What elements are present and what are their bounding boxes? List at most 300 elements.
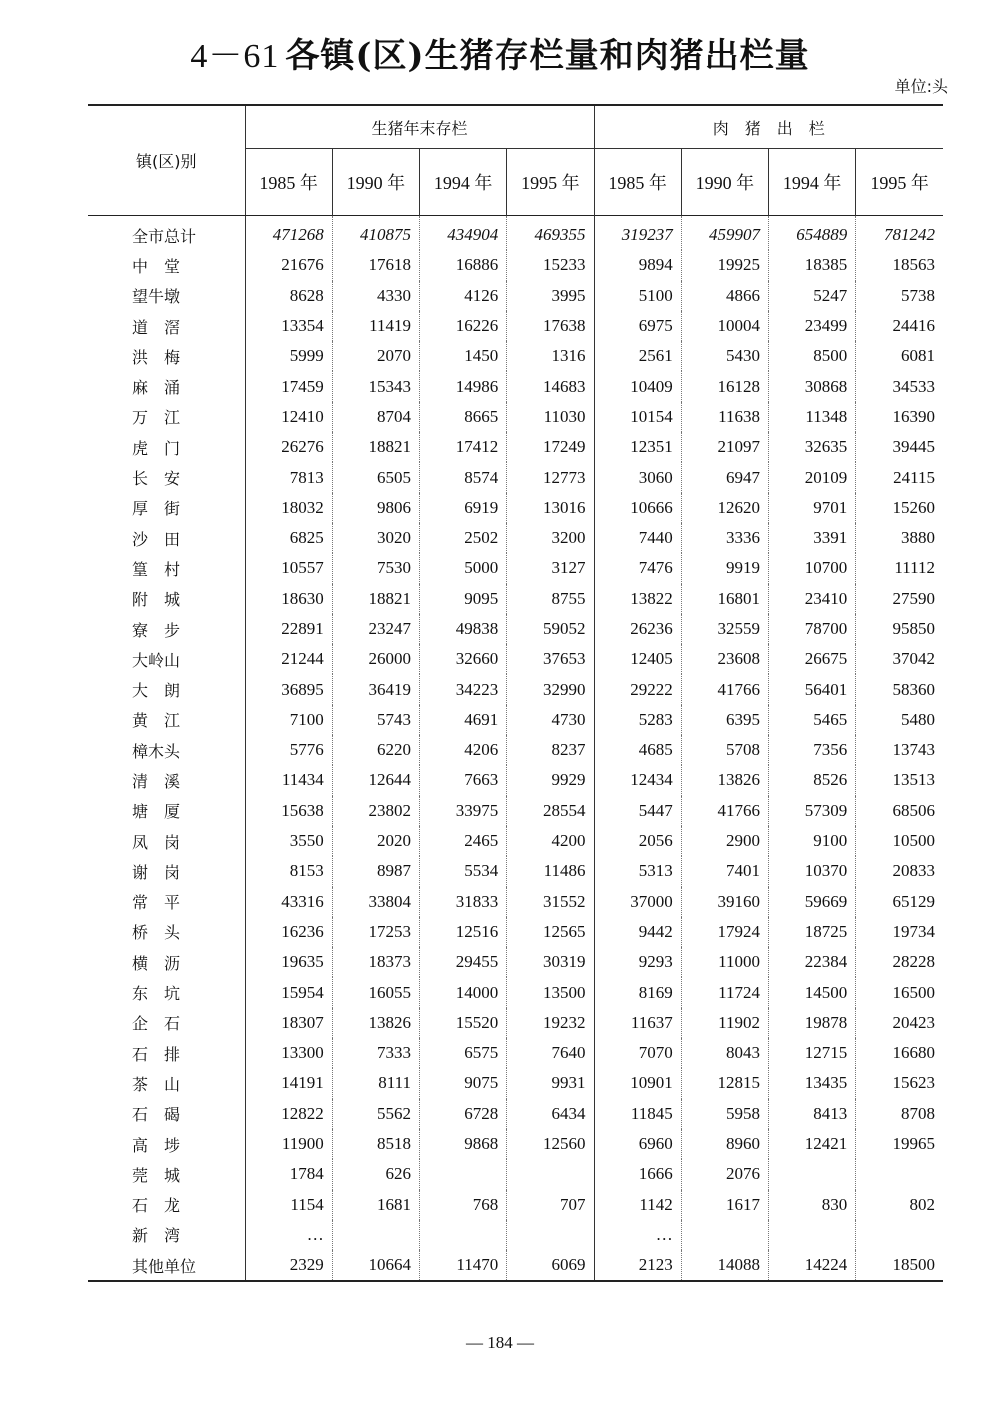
value-cell: 781242 <box>884 225 936 245</box>
value-cell: 12815 <box>681 1068 768 1098</box>
table-row <box>88 584 943 614</box>
table-number: 4－61 <box>190 38 280 75</box>
value-cell <box>681 1220 768 1250</box>
value-cell <box>507 1159 594 1189</box>
value-cell: 19232 <box>507 1008 594 1038</box>
town-name-cell: 石 排 <box>88 1038 245 1068</box>
value-cell: 26236 <box>594 614 681 644</box>
value-cell <box>769 1159 856 1189</box>
year-header: 1990 年 <box>681 149 768 216</box>
value-cell: 24115 <box>893 467 936 487</box>
value-cell: 33975 <box>420 796 507 826</box>
year-header: 1994 年 <box>420 149 507 216</box>
value-cell: 471268 <box>245 216 332 251</box>
value-cell: 1154 <box>245 1190 332 1220</box>
value-cell: 7813 <box>245 462 332 492</box>
value-cell: 24416 <box>892 316 936 336</box>
value-cell: 12560 <box>507 1129 594 1159</box>
value-cell: 1450 <box>420 341 507 371</box>
value-cell: 6069 <box>507 1250 594 1281</box>
value-cell: 6728 <box>420 1099 507 1129</box>
value-cell: 10409 <box>594 371 681 401</box>
value-cell: 13354 <box>245 311 332 341</box>
value-cell: 18630 <box>245 584 332 614</box>
value-cell: 13435 <box>769 1068 856 1098</box>
table-row <box>88 371 943 401</box>
value-cell: 23410 <box>769 584 856 614</box>
value-cell: 5480 <box>901 709 936 729</box>
value-cell: 12565 <box>507 917 594 947</box>
value-cell: 9919 <box>681 553 768 583</box>
unit-label: 单位:头 <box>894 77 948 96</box>
value-cell: 39445 <box>892 437 936 457</box>
value-cell <box>332 1220 419 1250</box>
town-name-cell: 麻 涌 <box>88 371 245 401</box>
value-cell: 5958 <box>681 1099 768 1129</box>
value-cell: 2020 <box>332 826 419 856</box>
town-name-cell: 附 城 <box>88 584 245 614</box>
page-title <box>0 28 1000 77</box>
value-cell: 20833 <box>892 861 936 881</box>
value-cell: 14088 <box>681 1250 768 1281</box>
value-cell: 7476 <box>594 553 681 583</box>
town-name-cell: 樟木头 <box>88 735 245 765</box>
table-row <box>88 1008 943 1038</box>
table-row <box>88 311 943 341</box>
value-cell: 41766 <box>681 796 768 826</box>
value-cell: 9442 <box>594 917 681 947</box>
value-cell: 14683 <box>507 371 594 401</box>
value-cell: 11000 <box>681 947 768 977</box>
value-cell: 4200 <box>507 826 594 856</box>
table-row <box>88 1099 943 1129</box>
year-header: 1995 年 <box>507 149 594 216</box>
town-column-header: 镇(区)别 <box>88 105 245 216</box>
value-cell: 10700 <box>769 553 856 583</box>
value-cell: 10004 <box>681 311 768 341</box>
value-cell: 319237 <box>594 216 681 251</box>
value-cell: 10154 <box>594 402 681 432</box>
value-cell: 3060 <box>594 462 681 492</box>
value-cell: 1666 <box>594 1159 681 1189</box>
value-cell: 2502 <box>420 523 507 553</box>
value-cell: 11434 <box>245 765 332 795</box>
value-cell: 10666 <box>594 493 681 523</box>
value-cell: 7070 <box>594 1038 681 1068</box>
value-cell: 4330 <box>332 281 419 311</box>
value-cell: 8960 <box>681 1129 768 1159</box>
value-cell: 18725 <box>769 917 856 947</box>
value-cell: 13822 <box>594 584 681 614</box>
value-cell: 37042 <box>892 649 936 669</box>
table-row <box>88 1129 943 1159</box>
value-cell: 11112 <box>894 558 936 578</box>
value-cell: 8526 <box>769 765 856 795</box>
value-cell: 68506 <box>892 800 936 820</box>
value-cell: 10370 <box>769 856 856 886</box>
value-cell: 13826 <box>332 1008 419 1038</box>
value-cell: 9894 <box>594 250 681 280</box>
town-name-cell: 大 朗 <box>88 674 245 704</box>
value-cell: 830 <box>769 1190 856 1220</box>
value-cell: 3200 <box>507 523 594 553</box>
value-cell: 30319 <box>507 947 594 977</box>
value-cell: 14224 <box>769 1250 856 1281</box>
value-cell: 15623 <box>892 1073 936 1093</box>
value-cell <box>856 1159 943 1189</box>
value-cell: 1681 <box>332 1190 419 1220</box>
value-cell: 19635 <box>245 947 332 977</box>
table-row <box>88 250 943 280</box>
value-cell: 18385 <box>769 250 856 280</box>
value-cell: 5738 <box>901 285 936 305</box>
value-cell: 12822 <box>245 1099 332 1129</box>
table-row <box>88 856 943 886</box>
value-cell: 7530 <box>332 553 419 583</box>
value-cell: 18032 <box>245 493 332 523</box>
value-cell: 7100 <box>245 705 332 735</box>
value-cell: 2076 <box>681 1159 768 1189</box>
value-cell: 4206 <box>420 735 507 765</box>
table-row <box>88 614 943 644</box>
value-cell: 14986 <box>420 371 507 401</box>
value-cell: 768 <box>420 1190 507 1220</box>
table-row <box>88 402 943 432</box>
table-row <box>88 735 943 765</box>
table-row <box>88 674 943 704</box>
value-cell: 1142 <box>594 1190 681 1220</box>
value-cell: 3020 <box>332 523 419 553</box>
value-cell: 26675 <box>769 644 856 674</box>
value-cell: 28554 <box>507 796 594 826</box>
value-cell: 10500 <box>892 831 936 851</box>
value-cell: 6919 <box>420 493 507 523</box>
value-cell: 5534 <box>420 856 507 886</box>
value-cell: 22384 <box>769 947 856 977</box>
value-cell: 5283 <box>594 705 681 735</box>
value-cell: 8574 <box>420 462 507 492</box>
group-header-slaughter: 肉 猪 出 栏 <box>594 105 943 149</box>
page-number: — 184 — <box>466 1333 534 1352</box>
value-cell: 12715 <box>769 1038 856 1068</box>
value-cell: 12644 <box>332 765 419 795</box>
value-cell <box>507 1220 594 1250</box>
value-cell: 6947 <box>681 462 768 492</box>
value-cell: 3880 <box>901 528 936 548</box>
value-cell: 31552 <box>507 887 594 917</box>
table-row <box>88 462 943 492</box>
value-cell: 18821 <box>332 432 419 462</box>
value-cell: 15638 <box>245 796 332 826</box>
value-cell: 12773 <box>507 462 594 492</box>
value-cell: 29222 <box>594 674 681 704</box>
value-cell: 8413 <box>769 1099 856 1129</box>
value-cell: 18307 <box>245 1008 332 1038</box>
value-cell: 7356 <box>769 735 856 765</box>
value-cell: 11030 <box>507 402 594 432</box>
value-cell: 3336 <box>681 523 768 553</box>
value-cell: 6575 <box>420 1038 507 1068</box>
town-name-cell: 望牛墩 <box>88 281 245 311</box>
table-row <box>88 1159 943 1189</box>
year-header: 1985 年 <box>594 149 681 216</box>
value-cell: 19965 <box>892 1134 936 1154</box>
value-cell: 16680 <box>892 1043 936 1063</box>
value-cell: 4691 <box>420 705 507 735</box>
value-cell: 9293 <box>594 947 681 977</box>
value-cell: 6220 <box>332 735 419 765</box>
value-cell: 16801 <box>681 584 768 614</box>
town-name-cell: 其他单位 <box>88 1250 245 1281</box>
town-name-cell: 石 碣 <box>88 1099 245 1129</box>
value-cell <box>420 1220 507 1250</box>
value-cell: 21676 <box>245 250 332 280</box>
town-name-cell: 谢 岗 <box>88 856 245 886</box>
value-cell: 14191 <box>245 1068 332 1098</box>
value-cell: 14500 <box>769 977 856 1007</box>
town-name-cell: 厚 街 <box>88 493 245 523</box>
value-cell: 7401 <box>681 856 768 886</box>
value-cell: 58360 <box>892 679 936 699</box>
value-cell: 5999 <box>245 341 332 371</box>
value-cell: 32559 <box>681 614 768 644</box>
value-cell: 27590 <box>892 588 936 608</box>
value-cell: 410875 <box>332 216 419 251</box>
table-row <box>88 493 943 523</box>
town-name-cell: 道 滘 <box>88 311 245 341</box>
value-cell: 18500 <box>892 1255 936 1275</box>
value-cell: 3391 <box>769 523 856 553</box>
value-cell: 13016 <box>507 493 594 523</box>
value-cell: 17459 <box>245 371 332 401</box>
value-cell: 15343 <box>332 371 419 401</box>
value-cell: 7333 <box>332 1038 419 1068</box>
value-cell: 57309 <box>769 796 856 826</box>
value-cell <box>420 1159 507 1189</box>
table-row <box>88 705 943 735</box>
value-cell: 13300 <box>245 1038 332 1068</box>
value-cell: 18821 <box>332 584 419 614</box>
value-cell: 49838 <box>420 614 507 644</box>
town-name-cell: 茶 山 <box>88 1068 245 1098</box>
value-cell: 5100 <box>594 281 681 311</box>
value-cell: 8518 <box>332 1129 419 1159</box>
value-cell: 65129 <box>892 891 936 911</box>
value-cell: 5562 <box>332 1099 419 1129</box>
table-body <box>88 216 943 1282</box>
town-name-cell: 莞 城 <box>88 1159 245 1189</box>
value-cell: … <box>245 1220 332 1250</box>
town-name-cell: 石 龙 <box>88 1190 245 1220</box>
town-name-cell: 大岭山 <box>88 644 245 674</box>
value-cell: 5430 <box>681 341 768 371</box>
value-cell: 5776 <box>245 735 332 765</box>
value-cell: 8755 <box>507 584 594 614</box>
value-cell: 13743 <box>892 740 936 760</box>
table-row <box>88 977 943 1007</box>
value-cell: 802 <box>909 1194 936 1214</box>
value-cell: 17412 <box>420 432 507 462</box>
value-cell: 36419 <box>332 674 419 704</box>
value-cell: 5743 <box>332 705 419 735</box>
value-cell: 5465 <box>769 705 856 735</box>
table-row <box>88 341 943 371</box>
value-cell: 17253 <box>332 917 419 947</box>
value-cell: 2561 <box>594 341 681 371</box>
table-row <box>88 887 943 917</box>
value-cell: 11724 <box>681 977 768 1007</box>
value-cell: 16886 <box>420 250 507 280</box>
value-cell: 10664 <box>332 1250 419 1281</box>
value-cell: 59052 <box>507 614 594 644</box>
value-cell: 18373 <box>332 947 419 977</box>
value-cell: 14000 <box>420 977 507 1007</box>
value-cell: 7440 <box>594 523 681 553</box>
value-cell: 15233 <box>507 250 594 280</box>
value-cell: 17618 <box>332 250 419 280</box>
value-cell: 2123 <box>594 1250 681 1281</box>
value-cell: 5000 <box>420 553 507 583</box>
value-cell: 15260 <box>892 497 936 517</box>
value-cell: 9931 <box>507 1068 594 1098</box>
town-name-cell: 横 沥 <box>88 947 245 977</box>
year-header: 1994 年 <box>769 149 856 216</box>
value-cell: 4730 <box>507 705 594 735</box>
value-cell: 16390 <box>892 406 936 426</box>
value-cell: 8987 <box>332 856 419 886</box>
town-name-cell: 虎 门 <box>88 432 245 462</box>
table-row <box>88 553 943 583</box>
town-name-cell: 凤 岗 <box>88 826 245 856</box>
value-cell: 16500 <box>892 982 936 1002</box>
value-cell: 34223 <box>420 674 507 704</box>
value-cell: 95850 <box>892 619 936 638</box>
table-header <box>88 105 943 216</box>
town-name-cell: 新 湾 <box>88 1220 245 1250</box>
year-header: 1990 年 <box>332 149 419 216</box>
value-cell: 16236 <box>245 917 332 947</box>
value-cell: 5708 <box>681 735 768 765</box>
value-cell: 8665 <box>420 402 507 432</box>
town-name-cell: 篁 村 <box>88 553 245 583</box>
value-cell: 9075 <box>420 1068 507 1098</box>
value-cell: 13500 <box>507 977 594 1007</box>
value-cell: 23608 <box>681 644 768 674</box>
value-cell: 43316 <box>245 887 332 917</box>
value-cell: 56401 <box>769 674 856 704</box>
value-cell: 12434 <box>594 765 681 795</box>
value-cell: 11637 <box>594 1008 681 1038</box>
town-name-cell: 东 坑 <box>88 977 245 1007</box>
town-name-cell: 清 溪 <box>88 765 245 795</box>
table-row <box>88 1190 943 1220</box>
value-cell: 12421 <box>769 1129 856 1159</box>
value-cell: 1784 <box>245 1159 332 1189</box>
value-cell: 6975 <box>594 311 681 341</box>
value-cell: 19734 <box>892 921 936 941</box>
value-cell: 7640 <box>507 1038 594 1068</box>
value-cell: 32990 <box>507 674 594 704</box>
town-name-cell: 桥 头 <box>88 917 245 947</box>
value-cell: 16226 <box>420 311 507 341</box>
table-row <box>88 917 943 947</box>
table-row <box>88 1250 943 1281</box>
group-header-stock: 生猪年末存栏 <box>245 105 594 149</box>
value-cell: 17249 <box>507 432 594 462</box>
value-cell: 6960 <box>594 1129 681 1159</box>
value-cell: 4866 <box>681 281 768 311</box>
value-cell: 12351 <box>594 432 681 462</box>
value-cell: 31833 <box>420 887 507 917</box>
value-cell: 30868 <box>769 371 856 401</box>
table-title: 各镇(区)生猪存栏量和肉猪出栏量 <box>285 36 810 76</box>
value-cell: 9868 <box>420 1129 507 1159</box>
table-row <box>88 1220 943 1250</box>
value-cell: 29455 <box>420 947 507 977</box>
value-cell: 20109 <box>769 462 856 492</box>
year-header: 1995 年 <box>870 173 929 193</box>
value-cell: 19878 <box>769 1008 856 1038</box>
value-cell: 10901 <box>594 1068 681 1098</box>
value-cell: 8704 <box>332 402 419 432</box>
value-cell: 34533 <box>892 376 936 396</box>
value-cell: 7663 <box>420 765 507 795</box>
value-cell: 469355 <box>507 216 594 251</box>
value-cell: 6825 <box>245 523 332 553</box>
value-cell: 6395 <box>681 705 768 735</box>
table-row <box>88 765 943 795</box>
value-cell: 459907 <box>681 216 768 251</box>
table-row <box>88 1068 943 1098</box>
data-table <box>88 104 943 1282</box>
value-cell: 12620 <box>681 493 768 523</box>
value-cell: 11845 <box>594 1099 681 1129</box>
value-cell: 20423 <box>892 1012 936 1032</box>
value-cell: 13513 <box>892 770 936 790</box>
value-cell: 28228 <box>892 952 936 972</box>
value-cell: 434904 <box>420 216 507 251</box>
value-cell: 21097 <box>681 432 768 462</box>
value-cell: 12405 <box>594 644 681 674</box>
value-cell: 12410 <box>245 402 332 432</box>
town-name-cell: 企 石 <box>88 1008 245 1038</box>
value-cell: 10557 <box>245 553 332 583</box>
value-cell: 23499 <box>769 311 856 341</box>
town-name-cell: 中 堂 <box>88 250 245 280</box>
value-cell: 8111 <box>332 1068 419 1098</box>
town-name-cell: 沙 田 <box>88 523 245 553</box>
value-cell: 33804 <box>332 887 419 917</box>
value-cell: 9701 <box>769 493 856 523</box>
value-cell: 4685 <box>594 735 681 765</box>
value-cell: … <box>594 1220 681 1250</box>
town-name-cell: 高 埗 <box>88 1129 245 1159</box>
value-cell: 5447 <box>594 796 681 826</box>
value-cell: 5313 <box>594 856 681 886</box>
table-row <box>88 432 943 462</box>
value-cell: 2900 <box>681 826 768 856</box>
value-cell: 9100 <box>769 826 856 856</box>
value-cell: 2070 <box>332 341 419 371</box>
value-cell: 4126 <box>420 281 507 311</box>
value-cell: 6434 <box>507 1099 594 1129</box>
town-name-cell: 洪 梅 <box>88 341 245 371</box>
value-cell: 11486 <box>507 856 594 886</box>
value-cell: 3127 <box>507 553 594 583</box>
value-cell: 39160 <box>681 887 768 917</box>
value-cell: 17638 <box>507 311 594 341</box>
value-cell: 15954 <box>245 977 332 1007</box>
